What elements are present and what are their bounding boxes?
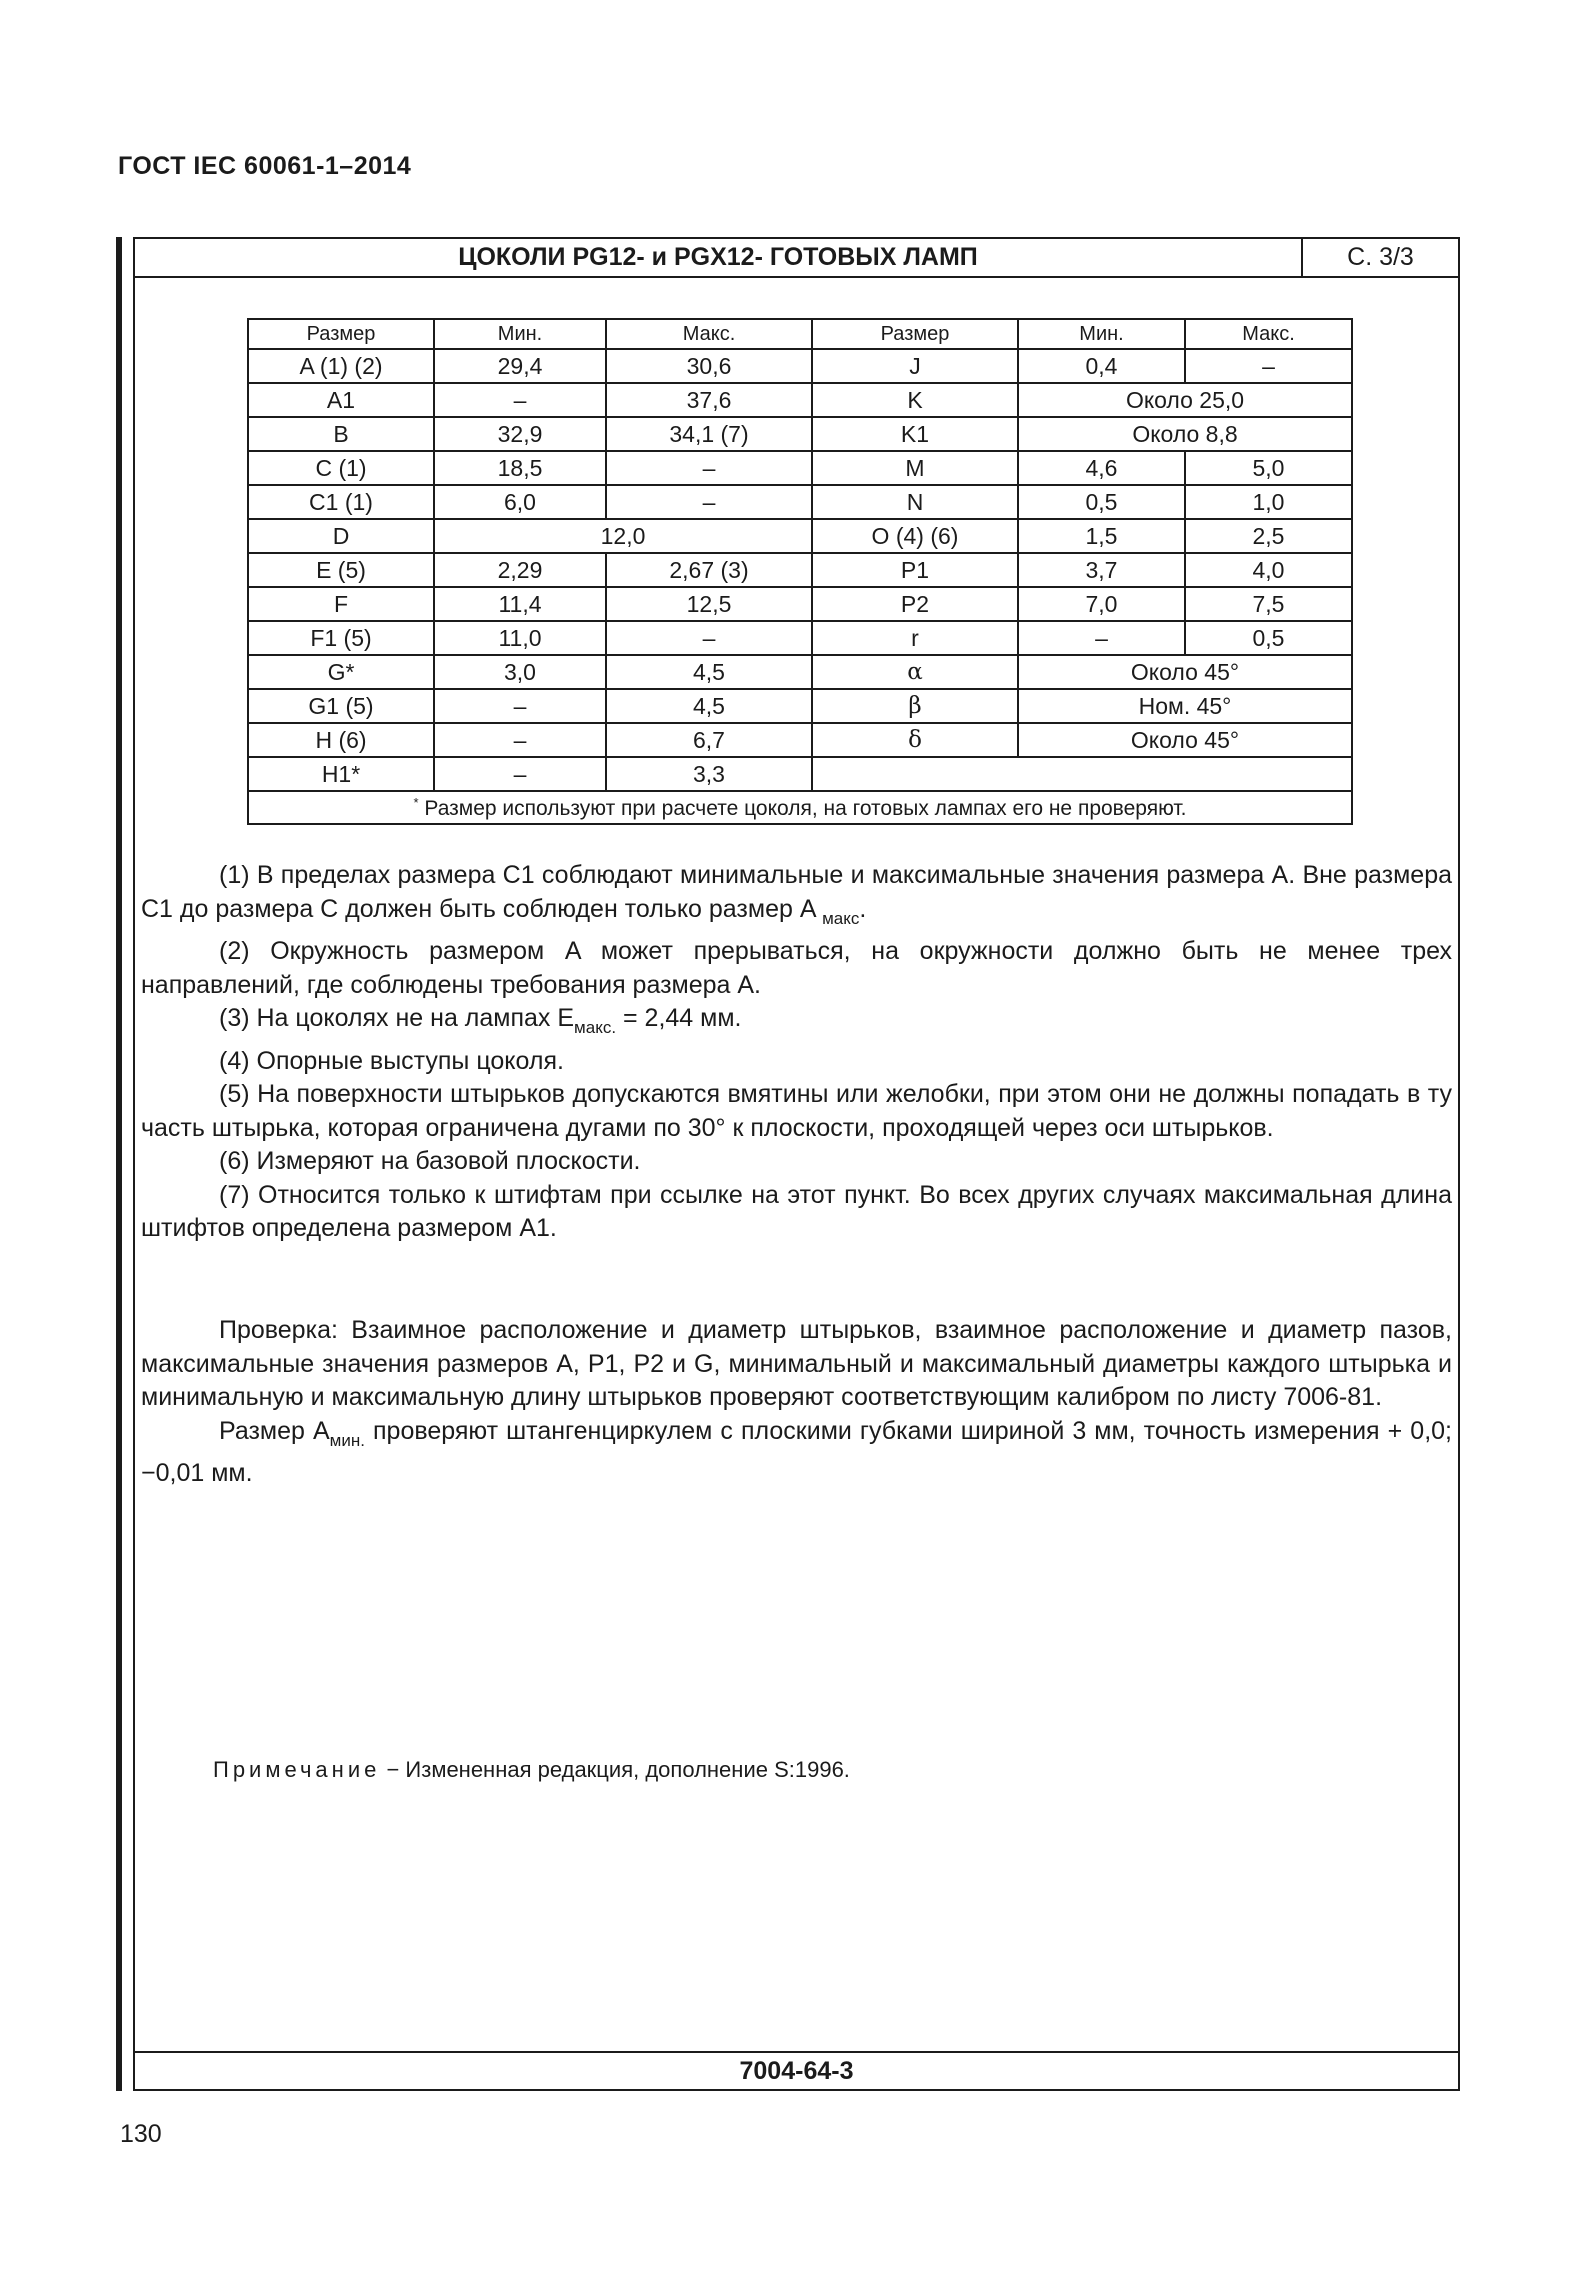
- dim-cell: O (4) (6): [812, 519, 1018, 553]
- max-cell: 12,5: [606, 587, 812, 621]
- dim-cell: F1 (5): [248, 621, 434, 655]
- note-1: (1) В пределах размера C1 соблюдают минимальные и максимальные значения размера A. Вне размера C1 до размера C должен быть соблюден только размер A $_{макс}$.: [141, 861, 1452, 928]
- col-header-min-right: Мин.: [1018, 319, 1185, 349]
- max-cell: 5,0: [1185, 451, 1352, 485]
- min-cell: –: [434, 689, 606, 723]
- dim-cell: A1: [248, 383, 434, 417]
- dim-cell: K1: [812, 417, 1018, 451]
- col-header-size: Размер: [248, 319, 434, 349]
- min-cell: –: [1018, 621, 1185, 655]
- note-4: (4) Опорные выступы цоколя.: [219, 1046, 564, 1075]
- table-footnote-row: [248, 791, 1352, 824]
- max-cell: 37,6: [606, 383, 812, 417]
- sheet-page: С. 3/3: [1347, 243, 1414, 271]
- min-cell: –: [434, 723, 606, 757]
- value-cell: Около 8,8: [1018, 417, 1352, 451]
- table-row: [248, 587, 1352, 621]
- dim-cell: α: [812, 655, 1018, 689]
- max-cell: 4,0: [1185, 553, 1352, 587]
- dim-cell: G1 (5): [248, 689, 434, 723]
- note-3: (3) На цоколях не на лампах $E_{макс.} = 2,44$ мм.: [219, 1004, 742, 1037]
- max-cell: 34,1 (7): [606, 417, 812, 451]
- table-footnote: [248, 791, 1352, 824]
- max-cell: –: [606, 621, 812, 655]
- min-cell: 7,0: [1018, 587, 1185, 621]
- min-cell: 32,9: [434, 417, 606, 451]
- note-5: (5) На поверхности штырьков допускаются вмятины или желобки, при этом они не должны попадать в ту часть штырька, которая ограничена дугами по 30° к плоскости, проходящей через оси штырьков.: [141, 1080, 1452, 1142]
- dim-cell: β: [812, 689, 1018, 723]
- dim-cell: δ: [812, 723, 1018, 757]
- max-cell: 3,3: [606, 757, 812, 791]
- col-header-max-right: Макс.: [1185, 319, 1352, 349]
- check-block: [141, 1314, 1452, 1491]
- max-cell: 0,5: [1185, 621, 1352, 655]
- value-cell: 12,0: [434, 519, 812, 553]
- revision-note: [213, 1757, 850, 1783]
- table-row: [248, 485, 1352, 519]
- table-row: [248, 723, 1352, 757]
- dim-cell: C1 (1): [248, 485, 434, 519]
- value-cell: Около 25,0: [1018, 383, 1352, 417]
- table-row: [248, 451, 1352, 485]
- min-cell: 2,29: [434, 553, 606, 587]
- sheet-footer: [135, 2051, 1458, 2089]
- dim-cell: J: [812, 349, 1018, 383]
- dim-cell: P1: [812, 553, 1018, 587]
- max-cell: 30,6: [606, 349, 812, 383]
- value-cell: Около 45°: [1018, 723, 1352, 757]
- max-cell: –: [606, 451, 812, 485]
- note-6: (6) Измеряют на базовой плоскости.: [219, 1147, 641, 1175]
- min-cell: –: [434, 757, 606, 791]
- page-number: 130: [120, 2120, 162, 2148]
- table-row: [248, 553, 1352, 587]
- note-2: (2) Окружность размером A может прерываться, на окружности должно быть не менее трех направлений, где соблюдены требования размера A.: [141, 937, 1452, 999]
- note-text: − Измененная редакция, дополнение S:1996.: [380, 1757, 850, 1782]
- dim-cell: D: [248, 519, 434, 553]
- min-cell: 18,5: [434, 451, 606, 485]
- dim-cell: K: [812, 383, 1018, 417]
- dim-cell: E (5): [248, 553, 434, 587]
- dim-cell: H (6): [248, 723, 434, 757]
- min-cell: –: [434, 383, 606, 417]
- document-code: ГОСТ IEC 60061-1–2014: [118, 152, 412, 180]
- max-cell: 7,5: [1185, 587, 1352, 621]
- sheet-header: [135, 239, 1458, 278]
- dim-cell: H1*: [248, 757, 434, 791]
- note-7: (7) Относится только к штифтам при ссылке на этот пункт. Во всех других случаях максимальная длина штифтов определена размером A1.: [141, 1180, 1452, 1242]
- empty-cell: [812, 757, 1352, 791]
- sheet-footer-code: 7004-64-3: [739, 2057, 854, 2085]
- footnote-mark: *: [413, 794, 419, 810]
- min-cell: 3,7: [1018, 553, 1185, 587]
- dim-cell: M: [812, 451, 1018, 485]
- max-cell: –: [1185, 349, 1352, 383]
- left-margin-bar: [116, 237, 122, 2091]
- notes-block: [141, 859, 1452, 1246]
- table-row: [248, 655, 1352, 689]
- max-cell: –: [606, 485, 812, 519]
- col-header-max: Макс.: [606, 319, 812, 349]
- table-row: [248, 689, 1352, 723]
- max-cell: 2,67 (3): [606, 553, 812, 587]
- dim-cell: C (1): [248, 451, 434, 485]
- max-cell: 1,0: [1185, 485, 1352, 519]
- dim-cell: P2: [812, 587, 1018, 621]
- max-cell: 4,5: [606, 689, 812, 723]
- dim-cell: r: [812, 621, 1018, 655]
- max-cell: 4,5: [606, 655, 812, 689]
- min-cell: 0,5: [1018, 485, 1185, 519]
- dim-cell: G*: [248, 655, 434, 689]
- table-row: [248, 417, 1352, 451]
- note-label: Примечание: [213, 1757, 381, 1782]
- dim-cell: F: [248, 587, 434, 621]
- table-row: [248, 757, 1352, 791]
- col-header-min: Мин.: [434, 319, 606, 349]
- dim-cell: N: [812, 485, 1018, 519]
- value-cell: Около 45°: [1018, 655, 1352, 689]
- min-cell: 0,4: [1018, 349, 1185, 383]
- min-cell: 3,0: [434, 655, 606, 689]
- check-paragraph-2: Размер $A_{мин.}$ проверяют штангенциркулем с плоскими губками шириной 3 мм, точность измерения + 0,0; −0,01 мм.: [141, 1416, 1452, 1487]
- table-row: [248, 519, 1352, 553]
- min-cell: 29,4: [434, 349, 606, 383]
- value-cell: Ном. 45°: [1018, 689, 1352, 723]
- dim-cell: A (1) (2): [248, 349, 434, 383]
- footnote-text: Размер используют при расчете цоколя, на готовых лампах его не проверяют.: [424, 796, 1187, 820]
- table-header-row: [248, 319, 1352, 349]
- min-cell: 1,5: [1018, 519, 1185, 553]
- max-cell: 2,5: [1185, 519, 1352, 553]
- col-header-size-right: Размер: [812, 319, 1018, 349]
- table-row: [248, 349, 1352, 383]
- min-cell: 11,0: [434, 621, 606, 655]
- min-cell: 6,0: [434, 485, 606, 519]
- sheet-frame: [133, 237, 1460, 2091]
- table-row: [248, 621, 1352, 655]
- check-paragraph-1: Проверка: Взаимное расположение и диаметр штырьков, взаимное расположение и диаметр пазов, максимальные значения размеров A, P1, P2 и G, минимальный и максимальный диаметры каждого штырька и минимальную и максимальную длину штырьков проверяют соответствующим калибром по листу 7006-81.: [141, 1316, 1452, 1411]
- sheet-title: ЦОКОЛИ PG12- и PGX12- ГОТОВЫХ ЛАМП: [135, 239, 1303, 276]
- min-cell: 11,4: [434, 587, 606, 621]
- dimensions-table: [247, 318, 1353, 825]
- dim-cell: B: [248, 417, 434, 451]
- table-row: [248, 383, 1352, 417]
- max-cell: 6,7: [606, 723, 812, 757]
- min-cell: 4,6: [1018, 451, 1185, 485]
